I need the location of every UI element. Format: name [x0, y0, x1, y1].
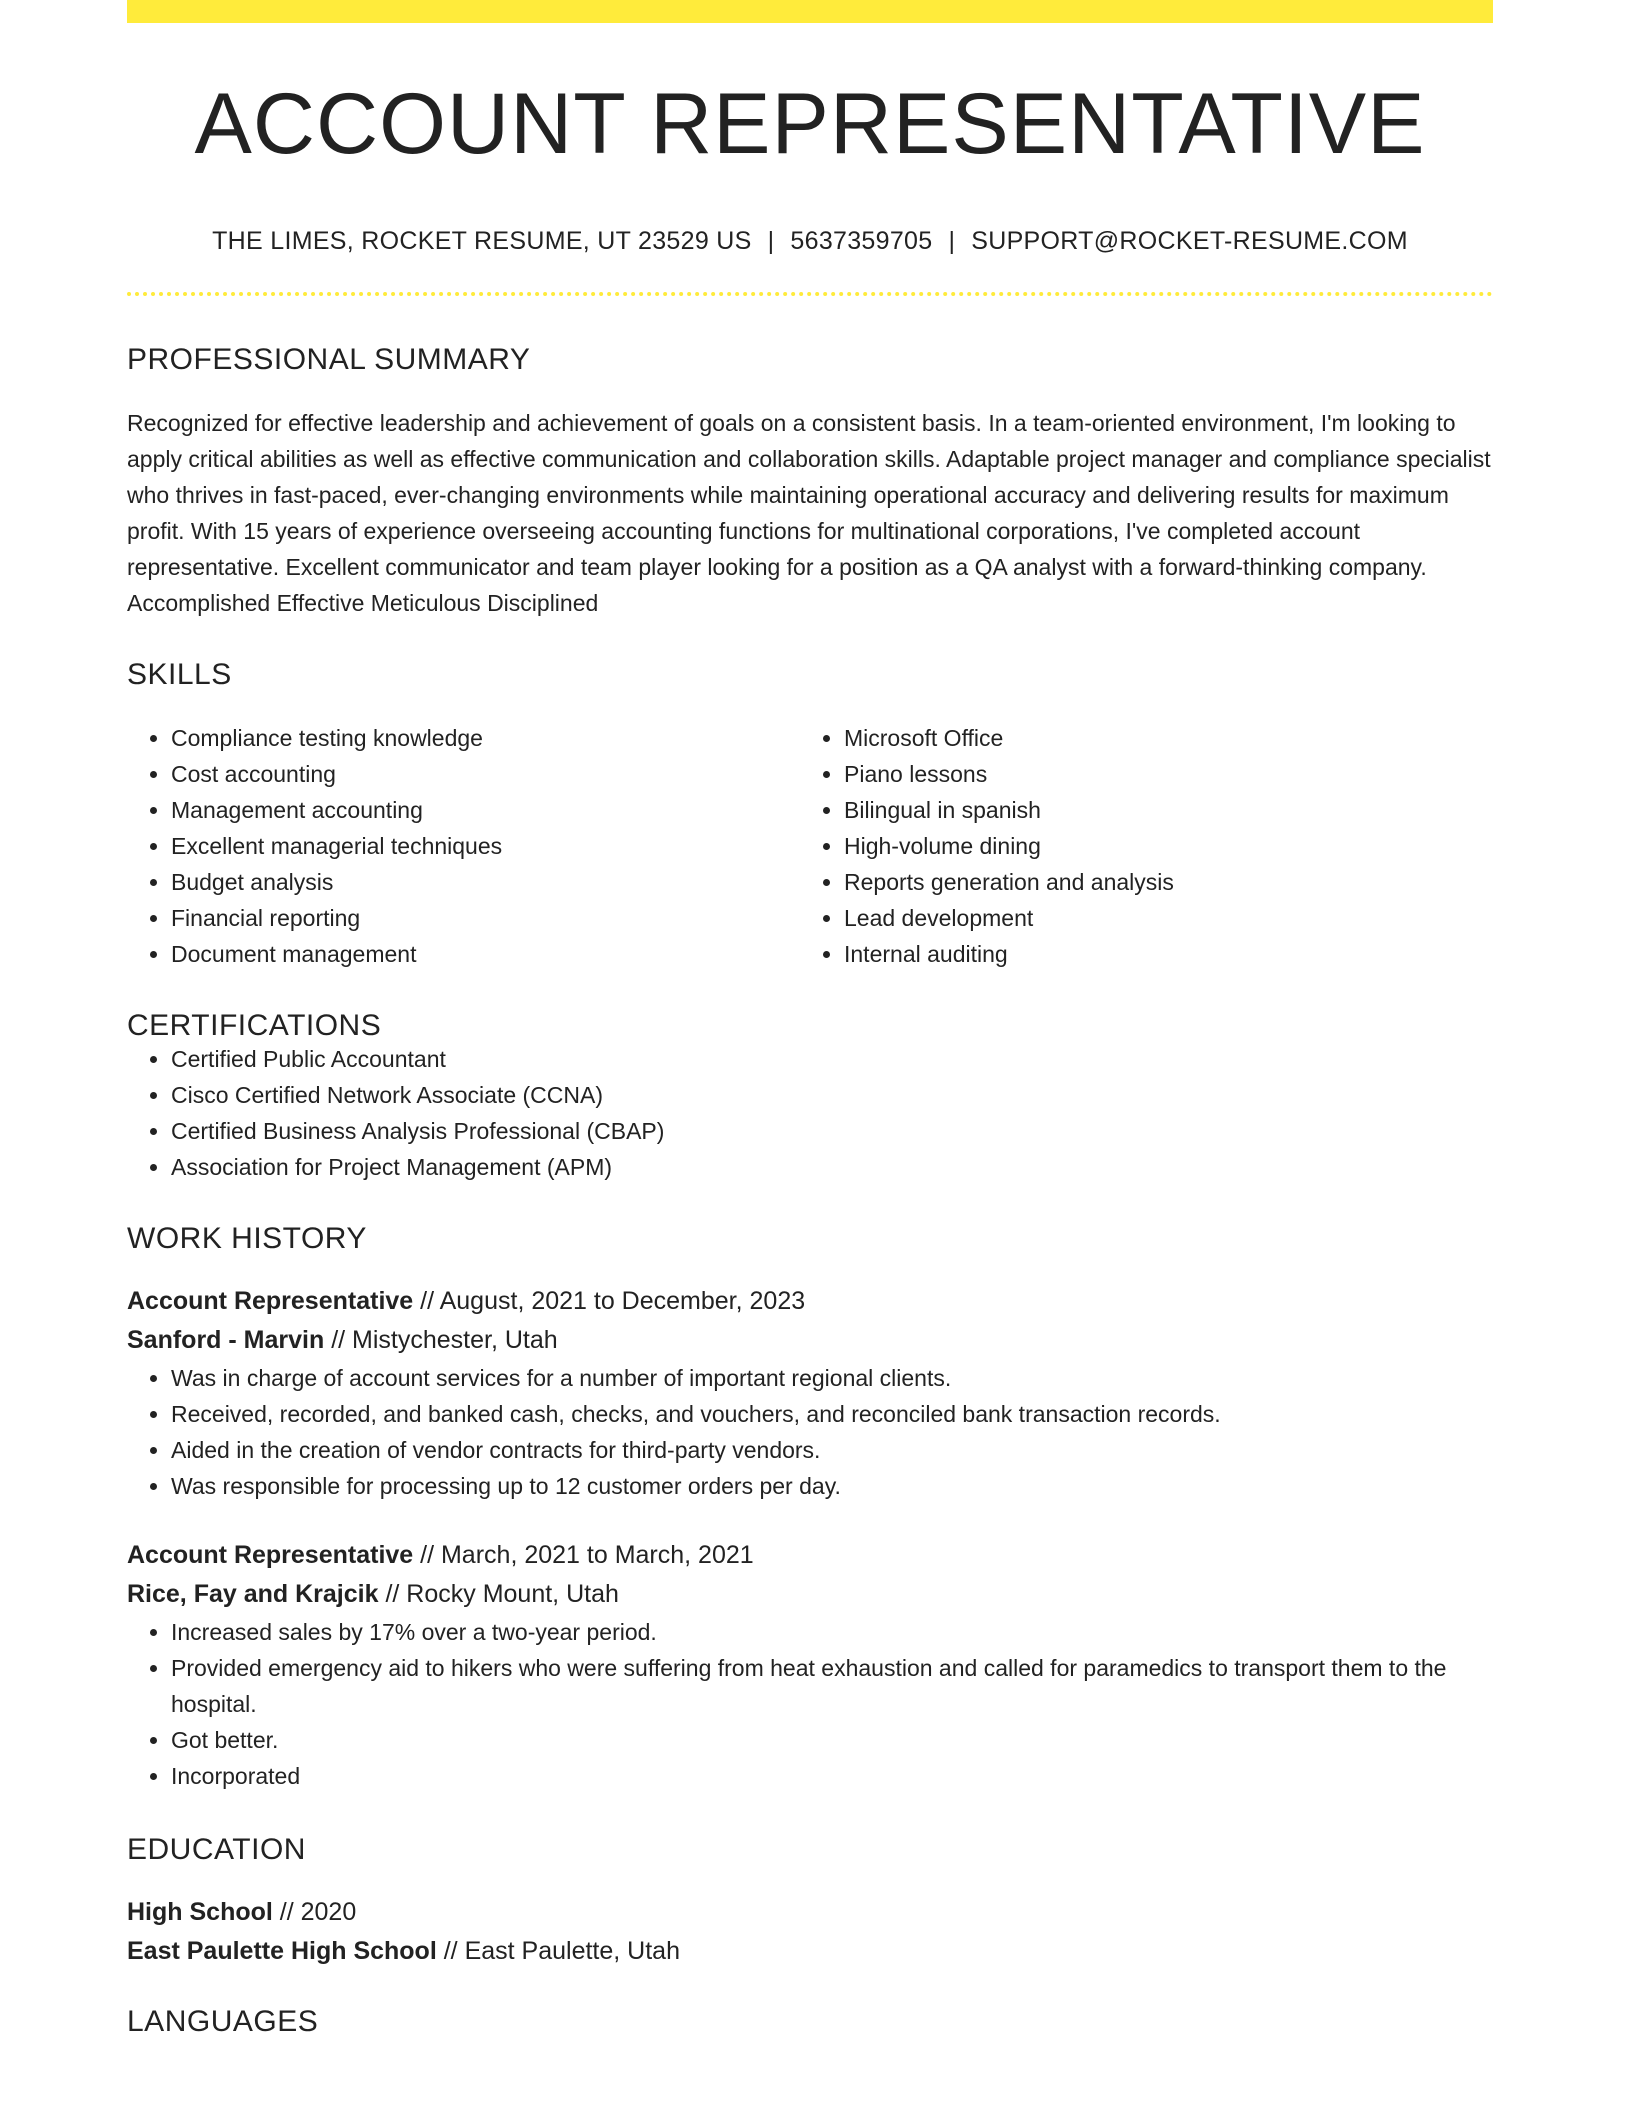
- skills-list-right: [800, 720, 1473, 972]
- job-bullet: • Received, recorded, and banked cash, checks, and vouchers, and reconciled bank transaction records.: [171, 1396, 1493, 1432]
- education-heading: EDUCATION: [127, 1833, 306, 1866]
- certification-item: • Certified Public Accountant: [171, 1041, 1493, 1077]
- job-bullets: [127, 1360, 1493, 1504]
- education-school: East Paulette High School: [127, 1937, 437, 1965]
- skill-item: • Document management: [171, 936, 800, 972]
- education-year: // 2020: [272, 1898, 357, 1926]
- skills-column-right: [800, 720, 1473, 972]
- languages-heading: LANGUAGES: [127, 2005, 319, 2038]
- skill-item: • Management accounting: [171, 792, 800, 828]
- skill-item: • Cost accounting: [171, 756, 800, 792]
- job-company: Rice, Fay and Krajcik: [127, 1580, 379, 1608]
- resume-content: [127, 0, 1493, 2037]
- job-company-line: [127, 1321, 1493, 1360]
- education-school-line: [127, 1932, 1493, 1971]
- summary-heading: PROFESSIONAL SUMMARY: [127, 343, 531, 376]
- job-bullet: • Was responsible for processing up to 12 customer orders per day.: [171, 1468, 1493, 1504]
- skills-grid: [127, 720, 1493, 972]
- skill-item: • Microsoft Office: [844, 720, 1473, 756]
- job-bullet: • Incorporated: [171, 1758, 1493, 1794]
- skills-list-left: [127, 720, 800, 972]
- contact-separator: |: [948, 227, 956, 255]
- education-degree-line: [127, 1893, 1493, 1932]
- job-location: // Mistychester, Utah: [324, 1326, 558, 1354]
- job-bullet: • Provided emergency aid to hikers who were suffering from heat exhaustion and called for paramedics to transport them to the hospital.: [171, 1650, 1493, 1722]
- skill-item: • Lead development: [844, 900, 1473, 936]
- skill-item: • Piano lessons: [844, 756, 1473, 792]
- job-role: Account Representative: [127, 1287, 414, 1315]
- job-dates: // March, 2021 to March, 2021: [413, 1541, 754, 1569]
- job-location: // Rocky Mount, Utah: [378, 1580, 619, 1608]
- candidate-name: ACCOUNT REPRESENTATIVE: [194, 76, 1426, 172]
- job-header: [127, 1282, 1493, 1360]
- contact-email: SUPPORT@ROCKET-RESUME.COM: [971, 227, 1408, 255]
- contact-address: THE LIMES, ROCKET RESUME, UT 23529 US: [212, 227, 752, 255]
- skill-item: • Internal auditing: [844, 936, 1473, 972]
- skills-heading: SKILLS: [127, 658, 232, 691]
- skill-item: • Reports generation and analysis: [844, 864, 1473, 900]
- skill-item: • Financial reporting: [171, 900, 800, 936]
- job-bullets: [127, 1614, 1493, 1794]
- job-title-line: [127, 1536, 1493, 1575]
- contact-line: [127, 229, 1493, 254]
- job-dates: // August, 2021 to December, 2023: [413, 1287, 806, 1315]
- work-history-heading: WORK HISTORY: [127, 1222, 367, 1255]
- certification-item: • Certified Business Analysis Professional (CBAP): [171, 1113, 1493, 1149]
- job-role: Account Representative: [127, 1541, 414, 1569]
- skill-item: • Excellent managerial techniques: [171, 828, 800, 864]
- certification-item: • Cisco Certified Network Associate (CCNA): [171, 1077, 1493, 1113]
- skill-item: • Compliance testing knowledge: [171, 720, 800, 756]
- job-company-line: [127, 1575, 1493, 1614]
- job-bullet: • Was in charge of account services for a number of important regional clients.: [171, 1360, 1493, 1396]
- education-degree: High School: [127, 1898, 273, 1926]
- summary-text: Recognized for effective leadership and achievement of goals on a consistent basis. In a team-oriented environment, I'm looking to apply critical abilities as well as effective communication and collaboration skills. Adaptable project manager and compliance specialist who thrives in fast-paced, ever-changing environments while maintaining operational accuracy and delivering results for maximum profit. With 15 years of experience overseeing accounting functions for multinational corporations, I've completed account representative. Excellent communicator and team player looking for a position as a QA analyst with a forward-thinking company. Accomplished Effective Meticulous Disciplined: [127, 410, 1491, 616]
- skill-item: • High-volume dining: [844, 828, 1473, 864]
- dotted-divider: [127, 292, 1493, 296]
- job-header: [127, 1536, 1493, 1614]
- skill-item: • Budget analysis: [171, 864, 800, 900]
- contact-phone: 5637359705: [790, 227, 933, 255]
- certifications-heading: CERTIFICATIONS: [127, 1009, 382, 1042]
- skills-column-left: [127, 720, 800, 972]
- contact-separator: |: [767, 227, 775, 255]
- certification-item: • Association for Project Management (APM): [171, 1149, 1493, 1185]
- education-location: // East Paulette, Utah: [436, 1937, 680, 1965]
- accent-top-bar: [127, 0, 1493, 23]
- education-entry: [127, 1893, 1493, 1971]
- skill-item: • Bilingual in spanish: [844, 792, 1473, 828]
- job-bullet: • Increased sales by 17% over a two-year period.: [171, 1614, 1493, 1650]
- job-bullet: • Got better.: [171, 1722, 1493, 1758]
- job-title-line: [127, 1282, 1493, 1321]
- certifications-list: [127, 1041, 1493, 1185]
- job-company: Sanford - Marvin: [127, 1326, 325, 1354]
- job-bullet: • Aided in the creation of vendor contracts for third-party vendors.: [171, 1432, 1493, 1468]
